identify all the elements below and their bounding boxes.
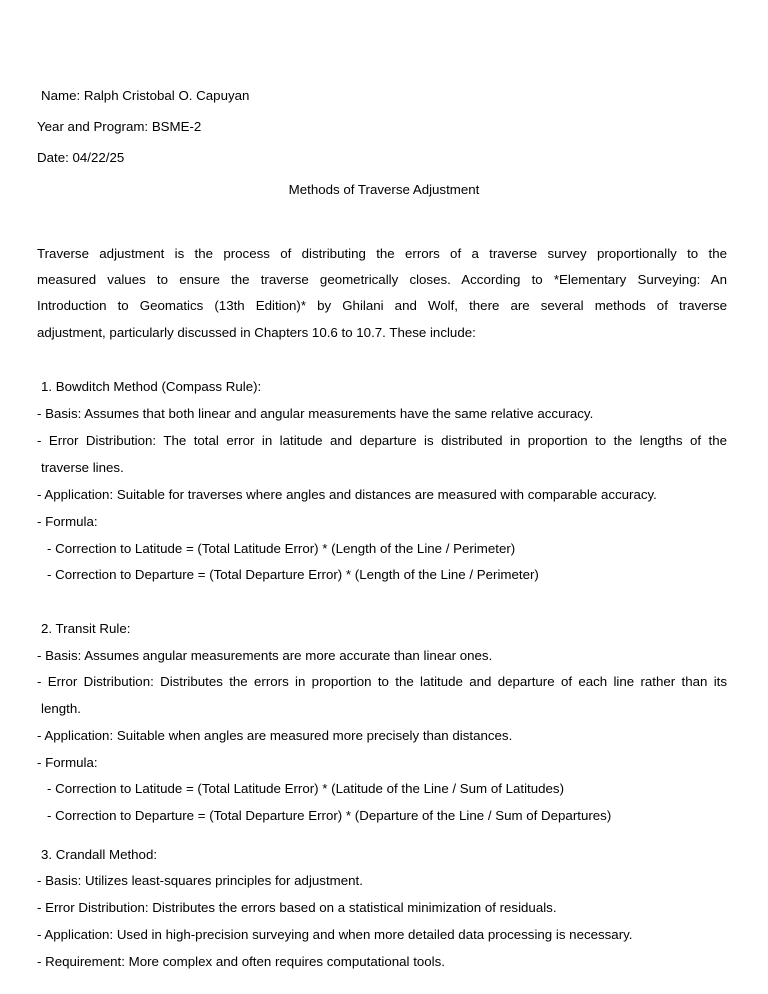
transit-formula-latitude: - Correction to Latitude = (Total Latitude Error) * (Latitude of the Line / Sum of Latitudes)	[47, 781, 565, 796]
page-title: Methods of Traverse Adjustment	[288, 182, 480, 197]
year-and-program: Year and Program: BSME-2	[37, 119, 202, 134]
bowditch-heading: 1. Bowditch Method (Compass Rule):	[41, 379, 262, 394]
bowditch-error-line-1: - Error Distribution: The total error in latitude and departure is distributed in proportion to the lengths of the	[37, 433, 727, 448]
transit-error-line-1: - Error Distribution: Distributes the errors in proportion to the latitude and departure of each line rather than its	[37, 674, 727, 689]
crandall-heading: 3. Crandall Method:	[41, 847, 158, 862]
crandall-application: - Application: Used in high-precision surveying and when more detailed data processing is necessary.	[37, 927, 633, 942]
crandall-error: - Error Distribution: Distributes the errors based on a statistical minimization of residuals.	[37, 900, 557, 915]
crandall-basis: - Basis: Utilizes least-squares principles for adjustment.	[37, 873, 363, 888]
bowditch-formula-latitude: - Correction to Latitude = (Total Latitude Error) * (Length of the Line / Perimeter)	[47, 541, 516, 556]
intro-line-3: Introduction to Geomatics (13th Edition)* by Ghilani and Wolf, there are several methods of traverse	[37, 298, 727, 313]
bowditch-basis: - Basis: Assumes that both linear and angular measurements have the same relative accuracy.	[37, 406, 594, 421]
student-name: Name: Ralph Cristobal O. Capuyan	[41, 88, 250, 103]
date: Date: 04/22/25	[37, 150, 125, 165]
transit-basis: - Basis: Assumes angular measurements are more accurate than linear ones.	[37, 648, 493, 663]
transit-application: - Application: Suitable when angles are measured more precisely than distances.	[37, 728, 513, 743]
crandall-requirement: - Requirement: More complex and often requires computational tools.	[37, 954, 445, 969]
bowditch-formula-label: - Formula:	[37, 514, 98, 529]
transit-error-line-2: length.	[41, 701, 81, 716]
transit-formula-departure: - Correction to Departure = (Total Departure Error) * (Departure of the Line / Sum of Departures)	[47, 808, 612, 823]
intro-line-1: Traverse adjustment is the process of distributing the errors of a traverse survey proportionally to the	[37, 246, 727, 261]
bowditch-application: - Application: Suitable for traverses where angles and distances are measured with comparable accuracy.	[37, 487, 657, 502]
intro-line-2: measured values to ensure the traverse geometrically closes. According to *Elementary Surveying: An	[37, 272, 727, 287]
transit-formula-label: - Formula:	[37, 755, 98, 770]
intro-line-4: adjustment, particularly discussed in Chapters 10.6 to 10.7. These include:	[37, 325, 476, 340]
transit-heading: 2. Transit Rule:	[41, 621, 131, 636]
bowditch-formula-departure: - Correction to Departure = (Total Departure Error) * (Length of the Line / Perimeter)	[47, 567, 539, 582]
bowditch-error-line-2: traverse lines.	[41, 460, 124, 475]
